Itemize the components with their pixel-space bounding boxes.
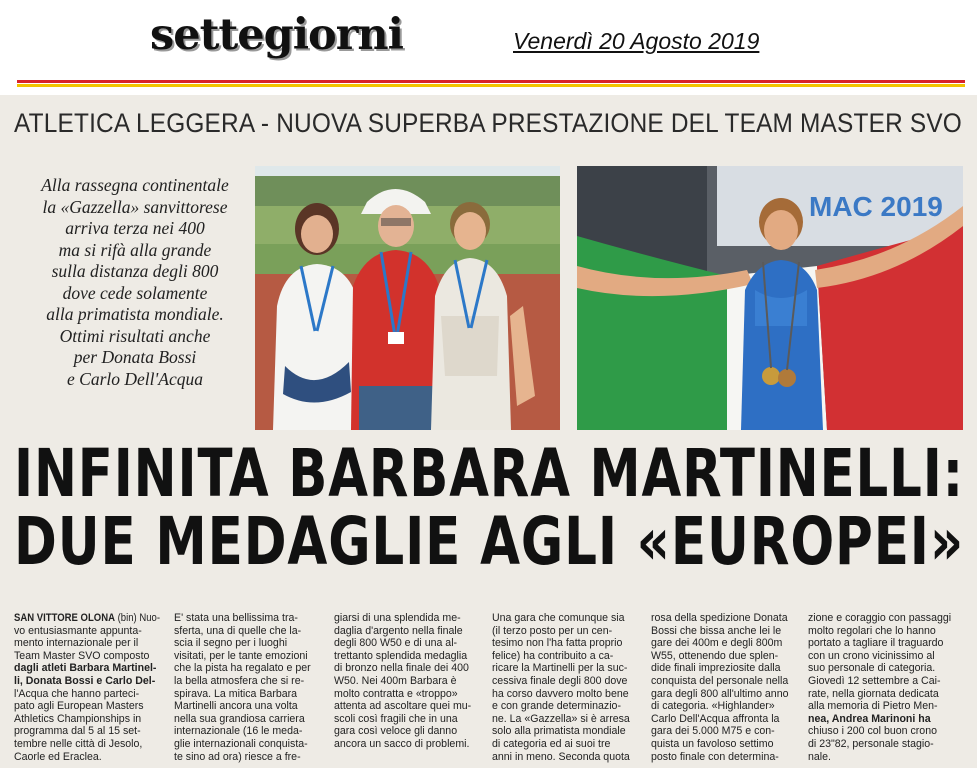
body-line: scia il segno per i luoghi xyxy=(174,637,288,650)
body-line: portato a tagliare il traguardo xyxy=(808,637,944,650)
headline-line-2: DUE MEDAGLIE AGLI «EUROPEI» xyxy=(14,503,965,580)
body-line: alla memoria di Pietro Men- xyxy=(808,700,938,713)
body-line: dagli atleti Barbara Martinel- xyxy=(14,662,157,675)
body-line: mento internazionale per il xyxy=(14,637,139,650)
body-line: li, Donata Bossi e Carlo Del- xyxy=(14,674,156,687)
deck-line: Alla rassegna continentale xyxy=(41,175,229,195)
body-line: scoli così fragili che in una xyxy=(334,712,458,725)
body-line: di categoria ed ai suoi tre xyxy=(492,737,611,750)
body-line: conquista del personale nella xyxy=(651,674,789,687)
deck-line: sulla distanza degli 800 xyxy=(51,261,219,281)
body-line: ricare la Martinelli per la suc- xyxy=(492,662,628,675)
body-line: degli 800 W50 e di una al- xyxy=(334,637,458,650)
body-line: daglia d'argento nella finale xyxy=(334,624,463,637)
body-line: ne. La «Gazzella» si è arresa xyxy=(492,712,630,725)
body-column-5 xyxy=(651,612,797,763)
body-line: nea, Andrea Marinoni ha xyxy=(808,712,931,725)
masthead-rule-yellow xyxy=(17,84,965,87)
body-text: (bin) Nuo- xyxy=(117,612,161,624)
body-line: quista un favoloso settimo xyxy=(651,737,774,750)
body-line: e con grande determinazio- xyxy=(492,700,621,713)
dateline: SAN VITTORE OLONA xyxy=(14,612,115,624)
body-line: Una gara che comunque sia xyxy=(492,612,625,624)
body-column-2 xyxy=(174,612,320,763)
article-deck xyxy=(24,175,246,390)
headline-line-1: INFINITA BARBARA MARTINELLI: xyxy=(14,435,965,512)
body-line: di bronzo nella finale dei 400 xyxy=(334,662,469,675)
masthead-rule-red xyxy=(17,80,965,83)
body-line: trettanto splendida medaglia xyxy=(334,649,468,662)
deck-line: ma si rifà alla grande xyxy=(58,239,212,260)
body-line: sferta, una di quelle che la- xyxy=(174,624,302,637)
body-line: Athletics Championships in xyxy=(14,712,142,725)
masthead xyxy=(0,0,977,95)
body-line: dide finali impreziosite dalla xyxy=(651,662,781,675)
body-line: visitati, per le tante emozioni xyxy=(174,649,308,662)
deck-line: e Carlo Dell'Acqua xyxy=(67,368,203,389)
body-line: (il terzo posto per un cen- xyxy=(492,624,613,637)
photo-athlete-with-flag-image xyxy=(577,166,963,430)
body-line: E' stata una bellissima tra- xyxy=(174,612,298,624)
body-column-3 xyxy=(334,612,480,751)
body-line: solo alla primatista mondiale xyxy=(492,725,626,738)
body-line: nale. xyxy=(808,750,831,763)
body-line: di 23"82, personale stagio- xyxy=(808,737,934,750)
body-line: Carlo Dell'Acqua affronta la xyxy=(651,712,780,725)
photo-three-athletes xyxy=(255,166,560,430)
body-line: felice) ha contribuito a ca- xyxy=(492,649,614,662)
body-line: la bella atmosfera che si re- xyxy=(174,674,305,687)
body-line: internazionale (16 le meda- xyxy=(174,725,303,738)
body-line: attenta ad ascoltare quei mu- xyxy=(334,700,472,713)
body-line: posto finale con determina- xyxy=(651,750,779,763)
deck-line: Ottimi risultati anche xyxy=(59,325,211,346)
newspaper-logo: settegiorni xyxy=(150,10,403,60)
body-line: nella sua grandiosa carriera xyxy=(174,712,305,725)
body-line: W50. Nei 400m Barbara è xyxy=(334,674,457,687)
body-line: pato agli European Masters xyxy=(14,700,144,713)
article-body xyxy=(14,612,966,762)
body-line: tembre nelle città di Jesolo, xyxy=(14,737,143,750)
body-line: chiuso i 200 col buon crono xyxy=(808,725,937,738)
article-kicker: ATLETICA LEGGERA - NUOVA SUPERBA PRESTAZIONE DEL TEAM MASTER SVO xyxy=(14,108,962,138)
deck-line: dove cede solamente xyxy=(62,282,208,303)
body-line: zione e coraggio con passaggi xyxy=(808,612,952,624)
body-line: giarsi di una splendida me- xyxy=(334,612,461,624)
body-line: anni in meno. Seconda quota xyxy=(492,750,630,763)
body-line: vo entusiasmante appunta- xyxy=(14,624,142,637)
banner-text: MAC 2019 xyxy=(809,191,943,222)
body-line: cessiva finale degli 800 dove xyxy=(492,674,628,687)
body-line: tesimo non l'ha fatta proprio xyxy=(492,637,623,650)
body-line: molto contratta e «troppo» xyxy=(334,687,458,700)
deck-line: arriva terza nei 400 xyxy=(65,218,205,238)
body-line: glie internazionali conquista- xyxy=(174,737,308,750)
body-line: gare dei 400m e degli 800m xyxy=(651,637,783,650)
body-line xyxy=(14,612,160,625)
photo-three-athletes-image xyxy=(255,166,560,430)
body-line: di categoria. «Highlander» xyxy=(651,700,775,713)
deck-line: la «Gazzella» sanvittorese xyxy=(42,196,228,217)
body-line: gara degli 800 all'ultimo anno xyxy=(651,687,789,700)
body-line: che la pista ha regalato e per xyxy=(174,662,311,675)
body-line: ha corso davvero molto bene xyxy=(492,687,629,700)
body-line: Caorle ed Eraclea. xyxy=(14,750,102,763)
photo-athlete-with-flag xyxy=(577,166,963,430)
body-line: Team Master SVO composto xyxy=(14,649,150,662)
body-column-6 xyxy=(808,612,954,763)
body-line: gara così veloce gli danno xyxy=(334,725,458,738)
headline xyxy=(14,435,970,580)
body-line: W55, ottenendo due splen- xyxy=(651,649,779,662)
issue-date: Venerdì 20 Agosto 2019 xyxy=(513,28,760,54)
body-line: rate, nella giornata dedicata xyxy=(808,687,939,700)
deck-line: per Donata Bossi xyxy=(73,347,197,367)
body-column-1 xyxy=(14,612,160,763)
body-line: te sino ad ora) riesce a fre- xyxy=(174,750,301,763)
body-line: molto regolari che lo hanno xyxy=(808,624,936,637)
body-line: l'Acqua che hanno parteci- xyxy=(14,687,140,700)
body-line: gara dei 5.000 M75 e con- xyxy=(651,725,775,738)
body-line: con un crono vicinissimo al xyxy=(808,649,935,662)
body-line: suo personale di categoria. xyxy=(808,662,936,675)
body-column-4 xyxy=(492,612,638,763)
body-line: rosa della spedizione Donata xyxy=(651,612,788,624)
body-line: Giovedì 12 settembre a Cai- xyxy=(808,674,941,687)
deck-line: alla primatista mondiale. xyxy=(46,304,224,324)
body-line: Martinelli ancora una volta xyxy=(174,700,298,713)
body-line: programma dal 5 al 15 set- xyxy=(14,725,141,738)
body-line: spirava. La mitica Barbara xyxy=(174,687,298,700)
body-line: Bossi che bissa anche lei le xyxy=(651,624,782,637)
body-line: ancora un sacco di problemi. xyxy=(334,737,470,750)
